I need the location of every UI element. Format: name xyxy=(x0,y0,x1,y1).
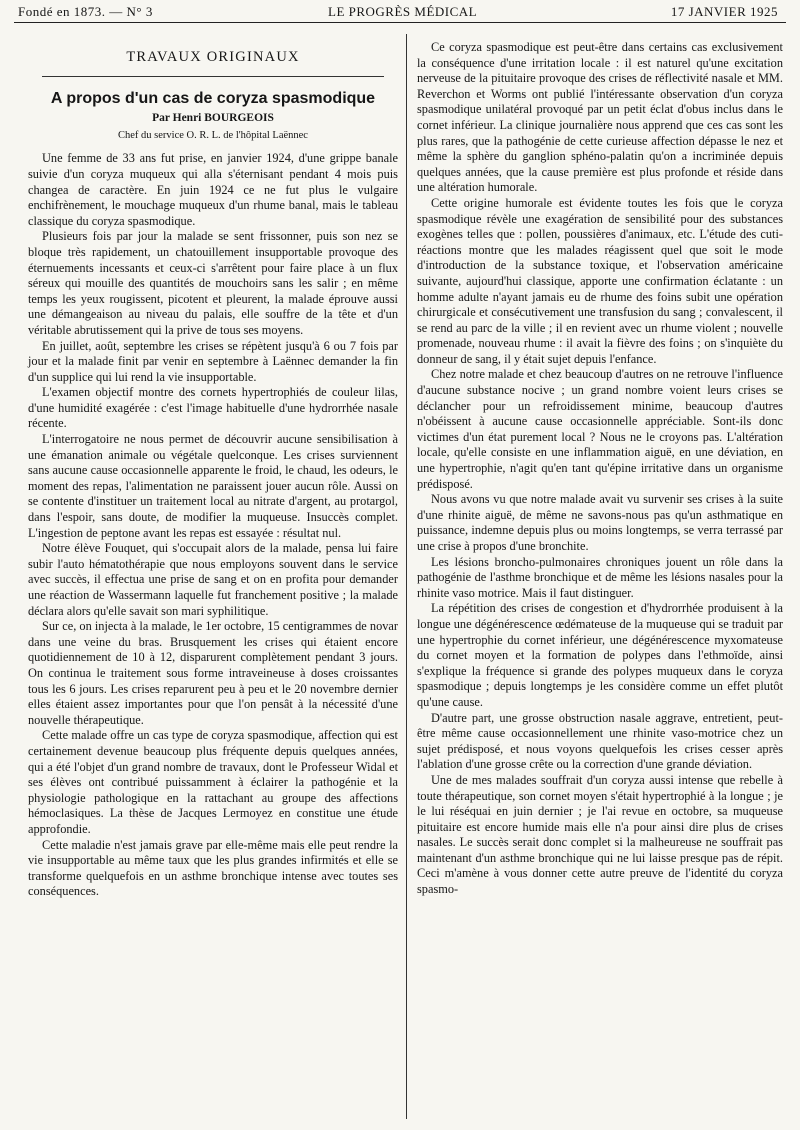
left-column xyxy=(28,40,398,900)
author-affiliation: Chef du service O. R. L. de l'hôpital Laënnec xyxy=(118,129,308,141)
paragraph: Ce coryza spasmodique est peut-être dans certains cas exclusivement la conséquence d'une irritation locale : il est naturel qu'une excitation nerveuse de la pituitaire provoque des crises de réflectivité nasale et MM. Reverchon et Worms ont publié l'intéressante observation d'un coryza spasmodique unilatéral provoqué par un petit éclat d'obus inclus dans le cornet inférieur. La clinique journalière nous apprend que ces cas sont les plus rares, que la pathogénie de cette curieuse affection dépasse le nez et même la sphère du ganglion sphéno-palatin qu'on a incriminée depuis quelques années, que la cause première est plus profonde et réside dans une altération humorale. xyxy=(417,40,783,195)
column-rule xyxy=(406,34,407,1119)
rubric-rule xyxy=(42,76,384,77)
running-head xyxy=(18,2,778,22)
paragraph: Les lésions broncho-pulmonaires chroniques jouent un rôle dans la pathogénie de l'asthme bronchique et de même les lésions nasales pour la rhinite vaso motrice. Mais il faut distinguer. xyxy=(417,554,783,600)
paragraph: Plusieurs fois par jour la malade se sent frissonner, puis son nez se bloque très rapidement, un chatouillement insupportable provoque des éternuements incessants et ceux-ci s'arrêtent pour faire place à un flux séreux qui mouille des quantités de mouchoirs sans les salir ; en même temps les yeux rougissent, picotent et pleurent, la malade éprouve aussi une démangeaison au niveau du palais, elle souffre de la tête et d'un véritable abrutissement qui la prive de tous ses moyens. xyxy=(28,229,398,337)
paragraph: Cette origine humorale est évidente toutes les fois que le coryza spasmodique révèle une exagération de sensibilité pour des substances exogènes telles que : pollen, poussières d'animaux, etc. L'étude des cuti-réactions montre que les malades réagissent quel que soit le mode d'introduction de la substance toxique, et l'observation américaine suivante, aujourd'hui classique, apporte une confirmation éclatante : un homme adulte n'ayant jamais eu de rhume des foins subit une opération chirurgicale et consécutivement une transfusion du sang ; convalescent, il se rend au parc de la ville ; il en revient avec un rhume violent ; nouvelle promenade, nouveau rhume : il avait la fièvre des foins ; on s'inquiète du donneur de sang, il y était sujet depuis l'enfance. xyxy=(417,195,783,366)
issue-date: 17 JANVIER 1925 xyxy=(670,4,778,19)
paragraph: L'examen objectif montre des cornets hypertrophiés de couleur lilas, d'une humidité exagérée : c'est l'image habituelle d'une hydrorrhée nasale récente. xyxy=(28,385,398,431)
paragraph: Une femme de 33 ans fut prise, en janvier 1924, d'une grippe banale suivie d'un coryza muqueux qui alla s'éternisant pendant 4 mois puis changea de caractère. En juin 1924 ce ne fut plus le vulgaire enchifrènement, le mouchage muqueux d'un rhume banal, mais le tableau classique du coryza spasmodique. xyxy=(28,151,398,228)
paragraph: Notre élève Fouquet, qui s'occupait alors de la malade, pensa lui faire subir l'auto hématothérapie que nous employons souvent dans le service avec succès, il effectua une prise de sang et on en profita pour demander une réaction de Wassermann laquelle fut franchement positive ; la malade déclara alors qu'elle savait son mari syphilitique. xyxy=(28,541,398,618)
paragraph: Une de mes malades souffrait d'un coryza aussi intense que rebelle à toute thérapeutique, son cornet moyen s'était hypertrophié à la longue ; je le lui réséquai en juin dernier ; je l'ai revue en octobre, sa muqueuse pituitaire est encore humide mais elle n'a pour ainsi dire plus de crises nasales. Le succès serait donc complet si la malheureuse ne souffrait pas maintenant d'un asthme bronchique qui ne lui laisse presque pas de répit. Ceci m'amène à vous donner cette autre preuve de l'identité du coryza spasmo- xyxy=(417,772,783,897)
article-byline: Par Henri BOURGEOIS xyxy=(152,112,274,125)
paragraph: Nous avons vu que notre malade avait vu survenir ses crises à la suite d'une rhinite aiguë, de même ne savons-nous pas qu'un asthmatique en puissance, indemne depuis plus ou moins longtemps, se verra terrassé par une crise à propos d'une bronchite. xyxy=(417,492,783,553)
founded-issue: Fondé en 1873. — N° 3 xyxy=(18,4,153,19)
paragraph: La répétition des crises de congestion et d'hydrorrhée produisent à la longue une dégénérescence œdémateuse de la muqueuse qui se traduit par une hypertrophie du cornet inférieur, une dégénérescence myxomateuse du cornet moyen et la formation de polypes dans l'ethmoïde, ainsi s'explique la fréquence si grande des polypes muqueux dans le coryza spasmodique ; depuis longtemps je les considère comme un effet plutôt qu'une cause. xyxy=(417,601,783,709)
paragraph: L'interrogatoire ne nous permet de découvrir aucune sensibilisation à une émanation animale ou végétale quelconque. Les crises surviennent sans aucune cause occasionnelle apparente le froid, le chaud, les odeurs, le moment des repas, l'alimentation ne paraissent jouer aucun rôle. Aussi on se contente d'instituer un traitement local au nitrate d'argent, au protargol, dans l'espoir, sans doute, de modifier la muqueuse. Insuccès complet. L'ingestion de peptone avant les repas est essayée : résultat nul. xyxy=(28,432,398,540)
paragraph: En juillet, août, septembre les crises se répètent jusqu'à 6 ou 7 fois par jour et la malade finit par venir en septembre à Laënnec demander la fin d'un supplice qui lui rend la vie insupportable. xyxy=(28,338,398,384)
paragraph: D'autre part, une grosse obstruction nasale aggrave, entretient, peut-être même cause occasionnellement une rhinite vaso-motrice chez un sujet prédisposé, et nous voyons quelquefois les crises cesser après l'ablation d'une grosse crête ou la correction d'une grande déviation. xyxy=(417,710,783,772)
paragraph: Sur ce, on injecta à la malade, le 1er octobre, 15 centigrammes de novar dans une veine du bras. Brusquement les crises qui étaient encore quotidiennement de 10 à 12, disparurent complètement pendant 3 jours. On continua le traitement sous forme intraveineuse à doses croissantes tous les 6 jours. Les crises reparurent peu à peu et le 20 novembre dernier elles étaient assez importantes pour que l'on pensât à la nécessité d'une nouvelle thérapeutique. xyxy=(28,619,398,727)
paragraph: Chez notre malade et chez beaucoup d'autres on ne retrouve l'influence d'aucune substance nocive ; un grand nombre voient leurs crises se déclancher pour un refroidissement minime, beaucoup d'autres n'obéissent à aucune cause occasionnelle appréciable. Sont-ils donc victimes d'un état purement local ? Nous ne le croyons pas. L'altération locale, qu'elle consiste en une inflammation aiguë, en une déviation, en une hypertrophie, n'agit qu'en tant qu'épine irritative dans un organisme prédisposé. xyxy=(417,367,783,491)
article-title: A propos d'un cas de coryza spasmodique xyxy=(50,89,376,107)
paragraph: Cette malade offre un cas type de coryza spasmodique, affection qui est certainement devenue beaucoup plus fréquente depuis quelques années, qui a été l'objet d'un grand nombre de travaux, dont le Professeur Widal et ses élèves ont contribué puissamment à éclairer la pathogénie et la physiologie pathologique en la rattachant au groupe des affections hémoclasiques. La thèse de Jacques Lermoyez en constitue une étude approfondie. xyxy=(28,728,398,836)
section-rubric: TRAVAUX ORIGINAUX xyxy=(126,49,300,65)
journal-title: LE PROGRÈS MÉDICAL xyxy=(328,4,478,19)
right-column xyxy=(417,40,783,898)
header-rule xyxy=(14,22,786,23)
paragraph: Cette maladie n'est jamais grave par elle-même mais elle peut rendre la vie insupportable au même taux que les plus grandes infirmités et elle se transforme quelquefois en un asthme bronchique intense avec toutes ses conséquences. xyxy=(28,837,398,899)
